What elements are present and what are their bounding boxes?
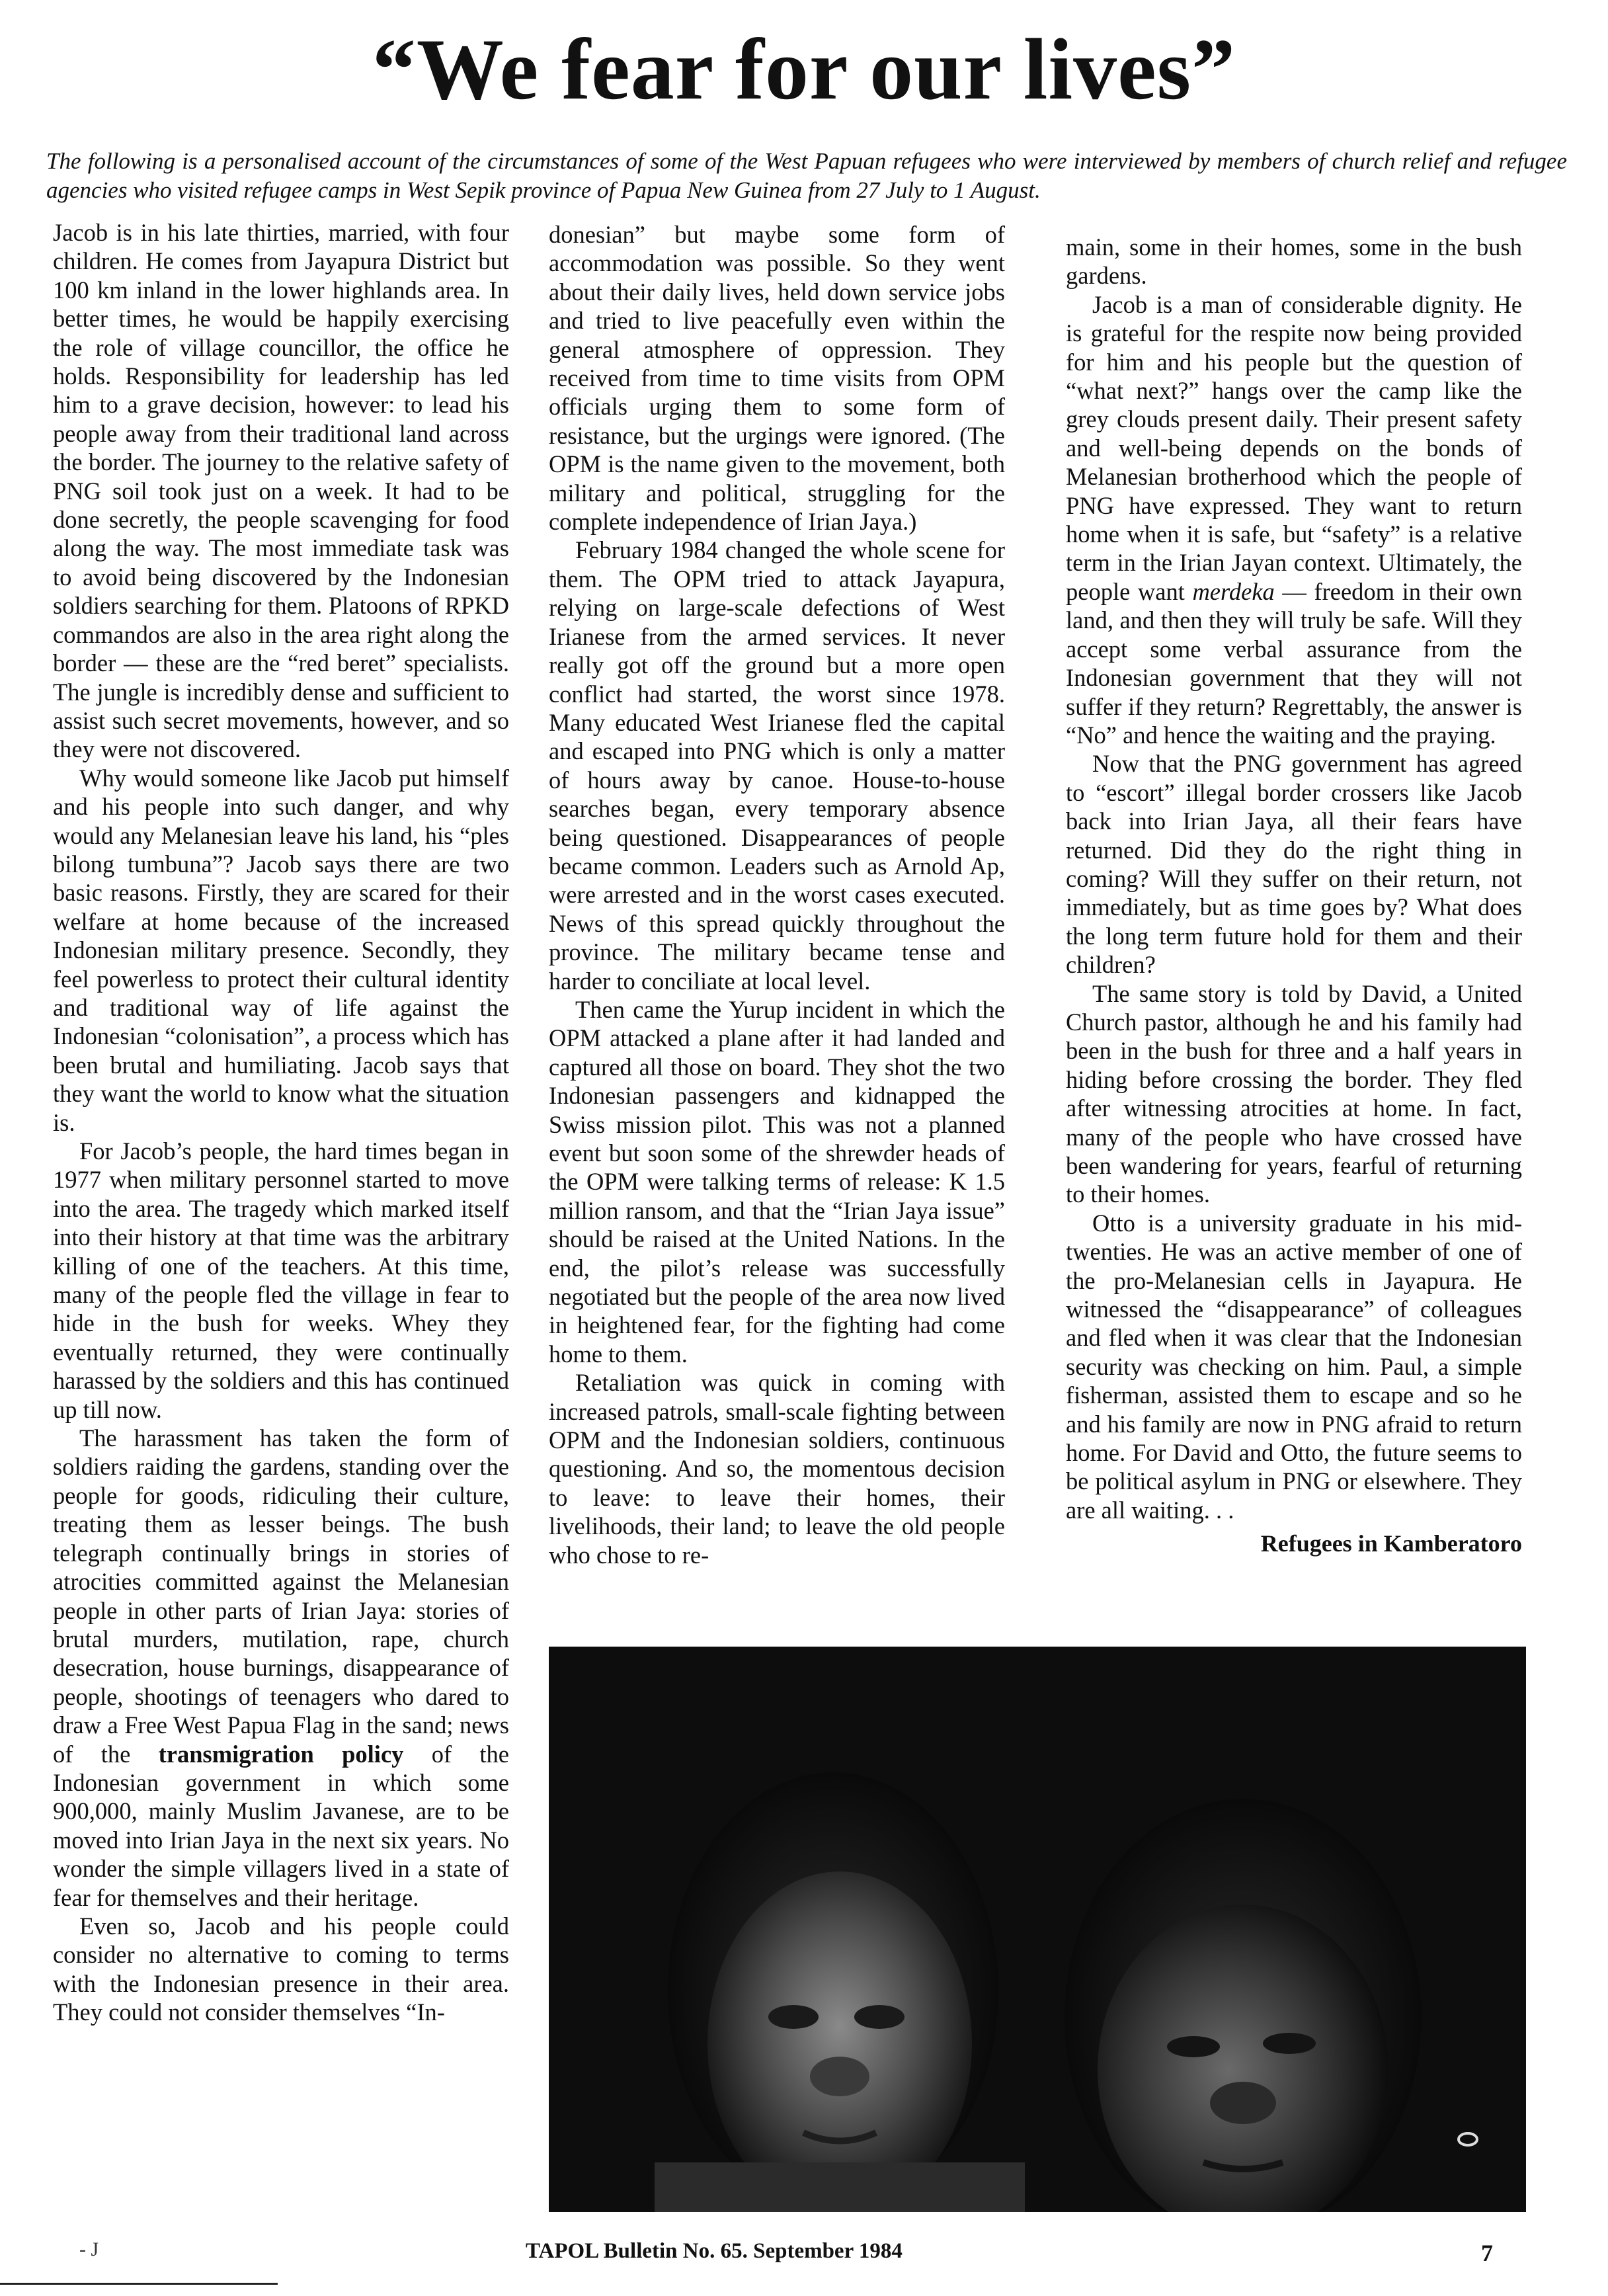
column-1 — [53, 218, 509, 2027]
refugees-photo — [549, 1647, 1526, 2212]
bold-term: transmigration policy — [158, 1740, 404, 1768]
paragraph — [1066, 290, 1522, 750]
paragraph: Otto is a university graduate in his mid-twenties. He was an active member of one of the pro-Melanesian cells in Jayapura. He witnessed the “disappearance” of colleagues and fled when it was clear that the Indonesian security was checking on him. Paul, a simple fisherman, assisted them to escape and so he and his family are now in PNG afraid to return home. For David and Otto, the future seems to be political asylum in PNG or elsewhere. They are all waiting. . . — [1066, 1209, 1522, 1524]
margin-mark: - J — [79, 2238, 99, 2260]
paragraph: Why would someone like Jacob put himself and his people into such danger, and why would any Melanesian leave his land, his “ples bilong tumbuna”? Jacob says there are two basic reasons. Firstly, they are scared for their welfare at home because of the increased Indonesian military presence. Secondly, they feel powerless to protect their cultural identity and traditional way of life against the Indonesian “colonisation”, a process which has been brutal and humiliating. Jacob says that they want the world to know what the situation is. — [53, 764, 509, 1136]
paragraph-text: The harassment has taken the form of soldiers raiding the gardens, standing over the people for goods, ridiculing their culture, treating them as lesser beings. The bush telegraph continually brings in stories of atrocities committed against the Melanesian people in other parts of Irian Jaya: stories of brutal murders, mutilation, rape, church desecration, house burnings, disappearance of people, shootings of teenagers who dared to draw a Free West Papua Flag in the sand; news of the — [53, 1424, 509, 1768]
paragraph-text: of the Indonesian government in which some 900,000, mainly Muslim Javanese, are to be moved into Irian Jaya in the next six years. No wonder the simple villagers lived in a state of fear for themselves and their heritage. — [53, 1740, 510, 1911]
paragraph: The same story is told by David, a United Church pastor, although he and his family had been in the bush for three and a half years in hiding before crossing the border. They fled after witnessing atrocities at home. In fact, many of the people who have crossed have been wandering for years, fearful of returning to their homes. — [1066, 979, 1522, 1208]
italic-term: merdeka — [1192, 577, 1275, 605]
paragraph: Even so, Jacob and his people could consider no alternative to coming to terms with the Indonesian presence in their area. They could not consider themselves “In- — [53, 1912, 509, 2026]
article-title: “We fear for our lives” — [372, 20, 1236, 118]
publication-footer: TAPOL Bulletin No. 65. September 1984 — [526, 2239, 903, 2263]
paragraph: Then came the Yurup incident in which the OPM attacked a plane after it had landed and captured all those on board. They shot the two Indonesian passengers and kidnapped the Swiss mission pilot. This was not a planned event but soon some of the shrewder heads of the OPM were talking terms of release: K 1.5 million ransom, and that the “Irian Jaya issue” should be raised at the United Nations. In the end, the pilot’s release was successfully negotiated but the people of the area now lived in heightened fear, for the fighting had come home to them. — [549, 995, 1005, 1368]
paragraph: Now that the PNG government has agreed to “escort” illegal border crossers like Jacob back into Irian Jaya, all their fears have returned. Did they do the right thing in coming? Will they suffer on their return, not immediately, but as time goes by? What does the long term future hold for them and their children? — [1066, 750, 1522, 979]
article-intro: The following is a personalised account of the circumstances of some of the West Papuan refugees who were interviewed by members of church relief and refugee agencies who visited refugee camps in West Sepik province of Papua New Guinea from 27 July to 1 August. — [46, 148, 1567, 203]
paragraph-text: Jacob is a man of considerable dignity. He is grateful for the respite now being provided for him and his people but the question of “what next?” hangs over the camp like the grey clouds present daily. Their present safety and well-being depends on the bonds of Melanesian brotherhood which the people of PNG have expressed. They want to return home when it is safe, but “safety” is a relative term in the Irian Jayan context. Ultimately, the people want — [1066, 290, 1522, 605]
paragraph: February 1984 changed the whole scene for them. The OPM tried to attack Jayapura, relying on large-scale defections of West Irianese from the armed services. It never really got off the ground but a more open conflict had started, the worst since 1978. Many educated West Irianese fled the capital and escaped into PNG which is only a matter of hours away by canoe. House-to-house searches began, every temporary absence being questioned. Disappearances of people became common. Leaders such as Arnold Ap, were arrested and in the worst cases executed. News of this spread quickly throughout the province. The military became tense and harder to conciliate at local level. — [549, 536, 1005, 995]
paragraph — [53, 1424, 509, 1912]
refugees-photo-illustration — [549, 1647, 1526, 2212]
paragraph-text: — freedom in their own land, and then they will truly be safe. Will they accept some verbal assurance from the Indonesian government that they will not suffer if they return? Regrettably, the answer is “No” and hence the waiting and the praying. — [1066, 577, 1522, 749]
photo-caption: Refugees in Kamberatoro — [1260, 1530, 1522, 1557]
column-3 — [1066, 233, 1522, 1559]
paragraph: For Jacob’s people, the hard times began in 1977 when military personnel started to move into the area. The tragedy which marked itself into their history at that time was the arbitrary killing of one of the teachers. At this time, many of the people fled the village in fear to hide in the bush for weeks. Whey they eventually returned, they were continually harassed by the soldiers and this has continued up till now. — [53, 1137, 509, 1423]
page-number: 7 — [1481, 2240, 1493, 2266]
paragraph: main, some in their homes, some in the bush gardens. — [1066, 233, 1522, 290]
paragraph: donesian” but maybe some form of accommodation was possible. So they went about their daily lives, held down service jobs and tried to live peacefully even within the general atmosphere of oppression. They received from time to time visits from OPM officials urging them to some form of resistance, but the urgings were ignored. (The OPM is the name given to the movement, both military and political, struggling for the complete independence of Irian Jaya.) — [549, 221, 1005, 536]
paragraph: Retaliation was quick in coming with increased patrols, small-scale fighting between OPM and the Indonesian soldiers, continuous questioning. And so, the momentous decision to leave: to leave their homes, their livelihoods, their land; to leave the old people who chose to re- — [549, 1369, 1005, 1569]
bottom-rule — [0, 2283, 278, 2285]
paragraph: Jacob is in his late thirties, married, with four children. He comes from Jayapura District but 100 km inland in the lower highlands area. In better times, he would be happily exercising the role of village councillor, the office he holds. Responsibility for leadership has led him to a grave decision, however: to lead his people away from their traditional land across the border. The journey to the relative safety of PNG soil took just on a week. It had to be done secretly, the people scavenging for food along the way. The most immediate task was to avoid being discovered by the Indonesian soldiers searching for them. Platoons of RPKD commandos are also in the area right along the border — these are the “red beret” specialists. The jungle is incredibly dense and sufficient to assist such secret movements, however, and so they were not discovered. — [53, 219, 509, 763]
column-2 — [549, 220, 1005, 1569]
